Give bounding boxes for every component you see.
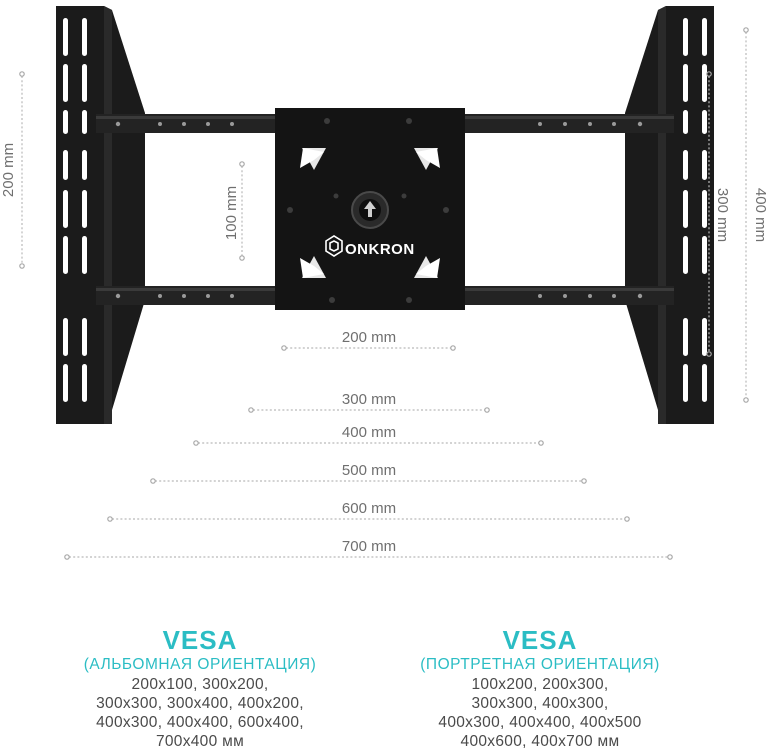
- dim-label-500: 500 mm: [341, 462, 397, 479]
- dim-label-200: 200 mm: [341, 329, 397, 346]
- logo-text: ONKRON: [345, 241, 415, 258]
- dim-label-300: 300 mm: [341, 391, 397, 408]
- vesa-portrait-line: 100x200, 200x300,: [471, 676, 609, 693]
- vesa-portrait-line: 400x300, 400x400, 400x500: [438, 714, 642, 731]
- vesa-landscape: [40, 625, 360, 751]
- vesa-portrait-subtitle: (ПОРТРЕТНАЯ ОРИЕНТАЦИЯ): [420, 656, 660, 673]
- vesa-portrait: [385, 625, 695, 751]
- vesa-landscape-line: 700x400 мм: [155, 733, 245, 750]
- vesa-landscape-line: 300x300, 300x400, 400x200,: [96, 695, 304, 712]
- dim-horizontal-500: [151, 462, 586, 483]
- vesa-landscape-line: 400x300, 400x400, 600x400,: [96, 714, 304, 731]
- dim-label-400: 400 mm: [341, 424, 397, 441]
- dim-horizontal-600: [108, 500, 629, 521]
- vesa-landscape-line: 200x100, 300x200,: [131, 676, 269, 693]
- vesa-landscape-title: VESA: [162, 625, 238, 655]
- dim-label-700: 700 mm: [341, 538, 397, 555]
- dim-label-right-outer: 400 mm: [752, 187, 769, 243]
- vesa-portrait-title: VESA: [502, 625, 578, 655]
- dim-label-right-inner: 300 mm: [714, 187, 731, 243]
- dim-horizontal-700: [65, 538, 672, 559]
- dim-horizontal-300: [249, 391, 489, 412]
- center-plate: [275, 108, 465, 310]
- dim-horizontal-200: [282, 329, 455, 350]
- vesa-portrait-line: 400x600, 400x700 мм: [460, 733, 620, 750]
- dim-label-left: 200 mm: [0, 142, 17, 198]
- vesa-portrait-line: 300x300, 400x300,: [471, 695, 609, 712]
- dim-vertical-inner: [223, 162, 244, 260]
- right-bracket: [625, 6, 714, 424]
- vesa-landscape-subtitle: (АЛЬБОМНАЯ ОРИЕНТАЦИЯ): [83, 656, 317, 673]
- dim-horizontal-400: [194, 424, 543, 445]
- dim-vertical-right-outer: [744, 28, 769, 402]
- dim-label-inner: 100 mm: [223, 185, 240, 241]
- dim-vertical-left: [0, 72, 24, 268]
- dim-label-600: 600 mm: [341, 500, 397, 517]
- left-bracket: [56, 6, 145, 424]
